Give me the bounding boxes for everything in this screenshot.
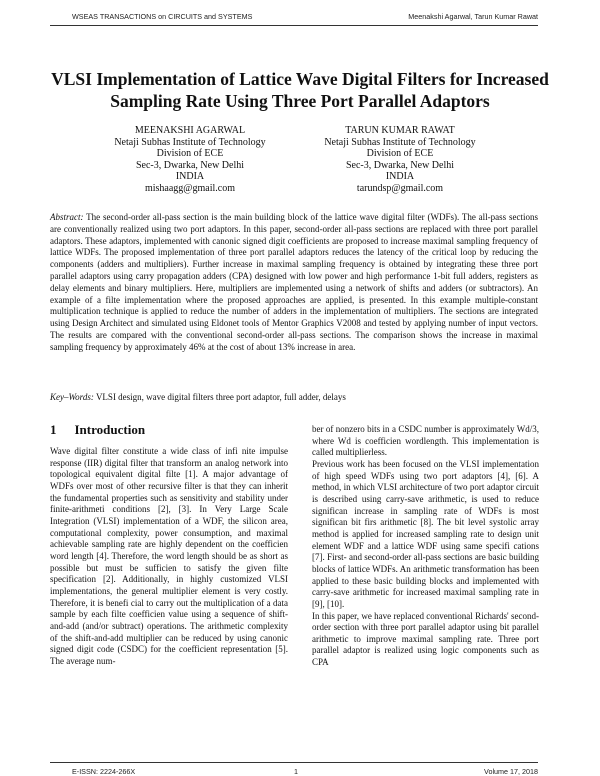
journal-name: WSEAS TRANSACTIONS on CIRCUITS and SYSTEMS <box>72 12 253 21</box>
paragraph: Previous work has been focused on the VLSI implementation of high speed WDFs using two port adaptors [4], [6]. A method, in which VLSI architecture of two port adaptor circuit is described using carry-save arithmetic, is used to reduce significan increase in sampling rate of WDFs is most significan bit firs arithmetic [8]. The bit level systolic array method is applied for increased sampling rate to design unit element WDF and a lattice WDF using same specifi cations [7]. First- and second-order all-pass sections are basic building blocks of lattice WDFs. An arithmetic transformation has been applied to these basic building blocks and implemented with carry-save arithmetic for increased maximal sampling rate in [9], [10]. <box>312 458 539 609</box>
author-name: TARUN KUMAR RAWAT <box>345 125 455 136</box>
issn: E-ISSN: 2224-266X <box>72 767 136 776</box>
author-division: Division of ECE <box>366 148 434 159</box>
section-title: Introduction <box>74 422 146 437</box>
abstract-text: The second-order all-pass section is the main building block of the lattice wave digital filter (WDFs). The all-pass sections are conventionally realized using two port adaptors. In this paper, second-order all-pass sections are replaced with three port parallel adaptors. These adaptors, implemented with canonic signed digit coefficients are proposed to increase maximal sampling frequency of lattice WDFs. The proposed implementation of three port parallel adaptors reduces the latency of the critical loop by reducing the components (adders and multipliers). Further increase in maximal sampling frequency is obtained by integrating these three port parallel adaptors using carry propagation adders (CPA) designed with low power and high performance 1-bit full adders, registers as delay elements and binary multipliers. Here, multipliers are implemented using a network of shifts and adders (or subtractors). An example of a filte implementation where the proposed approaches are applied, is presented. In this example multiple-constant multiplication technique is applied to reduce the number of adders in the implementation of multipliers. The sections are integrated using Design Architect and simulated using Eldonet tools of Mentor Graphics V2008 and tested by applying number of input vectors. The results are compared with the conventional second-order all-pass sections. The comparison shows the increase in maximal sampling frequency by approximately 46% at the cost of about 13% increase in area. <box>50 212 538 352</box>
keywords-text: VLSI design, wave digital filters three port adaptor, full adder, delays <box>95 392 346 402</box>
author-email: tarundsp@gmail.com <box>356 182 444 194</box>
author-address: Sec-3, Dwarka, New Delhi <box>135 159 245 171</box>
section-heading <box>50 422 145 438</box>
header-rule <box>50 25 538 26</box>
keywords <box>50 392 538 404</box>
paper-title: VLSI Implementation of Lattice Wave Digital Filters for Increased Sampling Rate Using Three Port Parallel Adaptors <box>51 69 549 111</box>
author-email: mishaagg@gmail.com <box>144 182 236 194</box>
author-block <box>50 125 550 205</box>
column-left <box>50 446 288 667</box>
abstract-label: Abstract: <box>50 212 84 222</box>
author-division: Division of ECE <box>156 148 224 159</box>
page-number: 1 <box>294 767 298 776</box>
footer-rule <box>50 762 538 763</box>
volume: Volume 17, 2018 <box>484 767 538 776</box>
author-institute: Netaji Subhas Institute of Technology <box>324 136 476 148</box>
author-1 <box>95 125 285 194</box>
abstract <box>50 212 538 354</box>
author-name: MEENAKSHI AGARWAL <box>134 125 246 136</box>
author-address: Sec-3, Dwarka, New Delhi <box>345 159 455 171</box>
author-2 <box>305 125 495 194</box>
paragraph: Wave digital filter constitute a wide class of infi nite impulse response (IIR) digital filter that transform an analog network into topological equivalent digital filte [1]. A major advantage of WDFs over most of other recursive filter is that they can inherit the fundamental properties such as sensitivity and stability under finite-arithmeti conditions [2], [3]. In Very Large Scale Integration (VLSI) implementation of a WDF, the silicon area, computational complexity, power consumption, and maximal achievable sampling rate are highly dependent on the coefficien word length [4]. Therefore, the word length should be as short as possible but must be sufficien to satisfy the given filte specification [2]. Additionally, in highly customized VLSI implementations, the general multiplier element is very costly. Therefore, it is benefi cial to carry out the multiplication of a data sample by each filte coefficien value using a sequence of shift-and-add (and/or subtract) operations. The arithmetic complexity of the shift-and-add multiplier can be reduced by using canonic signed digit code (CSDC) for the coefficient representation [5]. The average num- <box>50 446 288 666</box>
paragraph: In this paper, we have replaced conventional Richards' second-order section with three port parallel adaptor using bit parallel arithmetic to improve maximal sampling rate. Three port parallel adaptor is realized using logic components such as CPA <box>312 610 539 668</box>
paragraph: ber of nonzero bits in a CSDC number is approximately Wd/3, where Wd is coefficien wordlength. This implementation is called multiplierless. <box>312 424 539 458</box>
author-country: INDIA <box>385 171 415 182</box>
author-country: INDIA <box>175 171 205 182</box>
author-institute: Netaji Subhas Institute of Technology <box>114 136 266 148</box>
keywords-label: Key–Words: <box>50 392 94 402</box>
header-authors: Meenakshi Agarwal, Tarun Kumar Rawat <box>408 12 538 21</box>
column-right <box>312 424 539 669</box>
section-number: 1 <box>50 422 57 437</box>
